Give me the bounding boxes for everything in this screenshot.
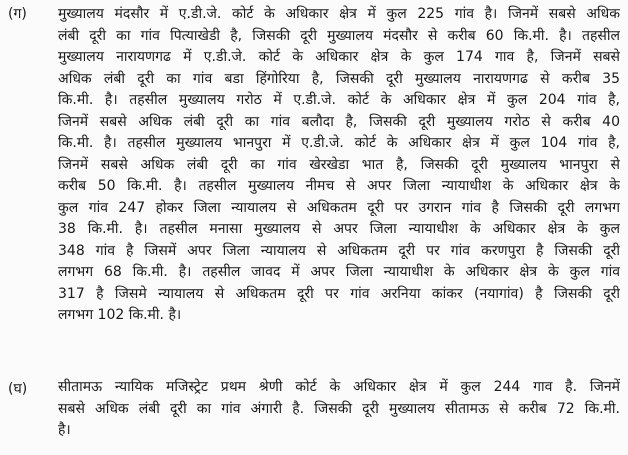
text-line: कि.मी. है। तहसील मुख्यालय गरोठ में ए.डी.जे. कोर्ट के अधिकार क्षेत्र में कुल 204 गांव है, (58, 92, 620, 108)
text-line: मुख्यालय नारायणगढ में ए.डी.जे. कोर्ट के अधिकार क्षेत्र के कुल 174 गाव है, जिनमें सबसे (58, 49, 620, 65)
text-line: सीतामऊ न्यायिक मजिस्ट्रेट प्रथम श्रेणी कोर्ट के अधिकार क्षेत्र में कुल 244 गाव है. जिनमें (58, 379, 620, 395)
paragraph-marker: (ग) (8, 6, 27, 22)
text-line: जिनमें सबसे अधिक लंबी दूरी का गांव खेरखेडा भात है, जिसकी दूरी मुख्यालय भानपुरा से (58, 156, 620, 173)
paragraph-marker: (घ) (8, 381, 28, 397)
text-line: लगभग 68 कि.मी. है। तहसील जावद में अपर जिला न्यायाधीश के अधिकार क्षेत्र के कुल गांव (58, 264, 620, 280)
text-line: 317 है जिसमे न्यायालय से अधिकतम दूरी पर गांव अरनिया कांकर (नयागांव) है जिसकी दूरी (58, 285, 620, 302)
text-line: 348 गांव है जिसमें अपर जिला न्यायालय से अधिकतम दूरी पर गांव करणपुरा है जिसकी दूरी (58, 242, 620, 259)
text-line: जिनमें सबसे अधिक लंबी दूरी का गांव बलौदा है, जिसकी दूरी मुख्यालय गरोठ से करीब 40 (58, 113, 620, 130)
text-line: लगभग 102 कि.मी. है। (58, 307, 182, 323)
text-line: करीब 50 कि.मी. है। तहसील मुख्यालय नीमच से अपर जिला न्यायाधीश के अधिकार क्षेत्र के (58, 178, 620, 194)
text-line: है। (58, 422, 71, 438)
text-line: लंबी दूरी का गांव पित्याखेडी है, जिसकी दूरी मुख्यालय मंदसौर से करीब 60 कि.मी. है। तहसील (58, 27, 620, 44)
text-line: कुल गांव 247 होकर जिला न्यायालय से अधिकतम दूरी पर उगरान गांव है जिसकी दूरी लगभग (58, 199, 620, 216)
paragraph-text (58, 4, 620, 327)
text-line: अधिक लंबी दूरी का गांव बडा हिंगोरिया है, जिसकी दूरी मुख्यालय नारायणगढ से करीब 35 (58, 70, 620, 87)
text-line: सबसे अधिक लंबी दूरी का गांव अंगारी है. जिसकी दूरी मुख्यालय सीतामऊ से करीब 72 कि.मी. (58, 400, 620, 417)
paragraph-text (58, 377, 620, 442)
text-line: मुख्यालय मंदसौर में ए.डी.जे. कोर्ट के अधिकार क्षेत्र में कुल 225 गांव है। जिनमें सबसे अधिक (58, 6, 620, 22)
text-line: 38 कि.मी. है। तहसील मनासा मुख्यालय से अपर जिला न्यायाधीश के अधिकार क्षेत्र के कुल (58, 221, 620, 237)
text-line: कि.मी. है। तहसील मुख्यालय भानपुरा में ए.डी.जे. कोर्ट के अधिकार क्षेत्र में कुल 104 गांव है, (58, 135, 620, 151)
